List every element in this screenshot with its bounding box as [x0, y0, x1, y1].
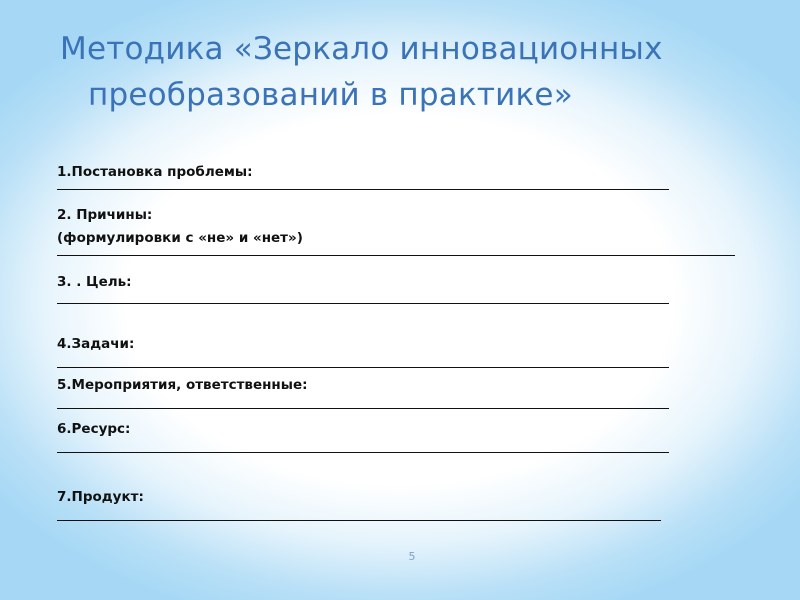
form-item-tasks	[57, 335, 669, 368]
answer-line	[57, 506, 661, 521]
slide-title-line-2: преобразований в практике»	[88, 77, 573, 113]
form-item-label: 7.Продукт:	[57, 489, 144, 505]
form-item-label: 3. . Цель:	[57, 274, 132, 290]
form-item-label: 2. Причины:	[57, 207, 153, 223]
form-item-activities	[57, 376, 669, 409]
answer-line	[57, 394, 669, 409]
form-item-label: 6.Ресурс:	[57, 421, 131, 437]
slide-title-line-1: Методика «Зеркало инновационных	[60, 31, 663, 67]
answer-line	[57, 247, 735, 256]
page-number: 5	[408, 550, 416, 563]
answer-line	[57, 291, 669, 304]
form-item-label: 4.Задачи:	[57, 336, 135, 352]
answer-line	[57, 438, 669, 453]
form-item-problem	[57, 163, 669, 190]
form-item-resource	[57, 420, 669, 453]
form-item-label: 1.Постановка проблемы:	[57, 164, 253, 180]
slide-title	[60, 26, 780, 118]
answer-line	[57, 181, 669, 190]
form-item-note: (формулировки с «не» и «нет»)	[57, 230, 303, 246]
form-item-causes	[57, 206, 735, 256]
form-item-product	[57, 488, 661, 521]
form-item-label: 5.Мероприятия, ответственные:	[57, 377, 308, 393]
answer-line	[57, 353, 669, 368]
form-item-goal	[57, 273, 669, 304]
